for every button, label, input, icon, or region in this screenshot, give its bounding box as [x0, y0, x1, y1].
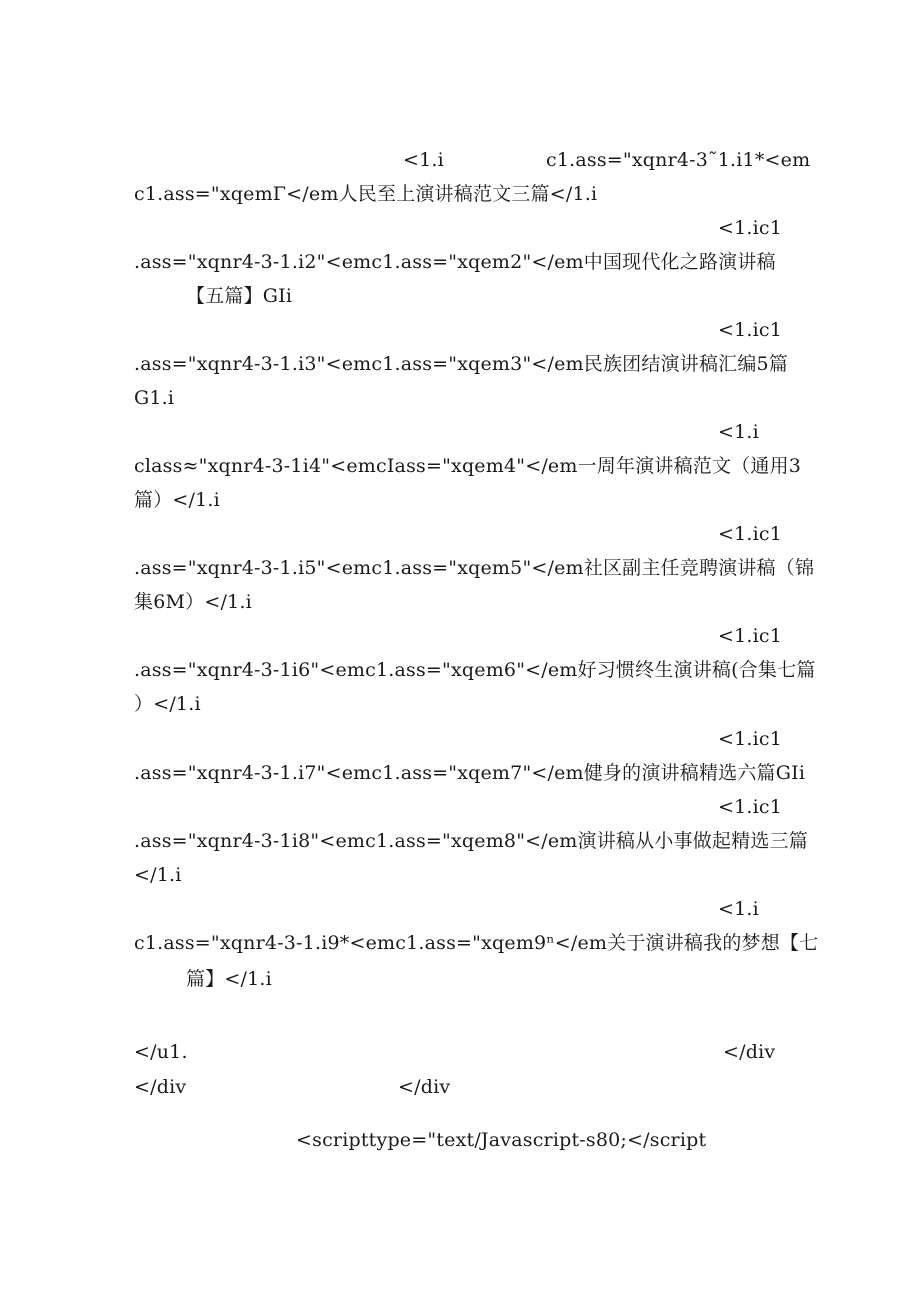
text-line: 集6M）</1.i: [134, 591, 252, 613]
text-line: <1.ic1: [718, 217, 783, 239]
text-line: .ass="xqnr4-3-1.i2"<emc1.ass="xqem2"</em中国现代化之路演讲稿: [134, 251, 776, 273]
text-line: .ass="xqnr4-3-1.i5"<emc1.ass="xqem5"</em社区副主任竞聘演讲稿（锦: [134, 557, 815, 579]
text-line: class≈"xqnr4-3-1i4"<emcIass="xqem4"</em一周年演讲稿范文（通用3: [134, 455, 802, 477]
text-line: c1.ass="xqemΓ</em人民至上演讲稿范文三篇</1.i: [134, 183, 598, 205]
text-line: <1.i: [718, 898, 759, 920]
text-line: .ass="xqnr4-3-1i8"<emc1.ass="xqem8"</em演讲稿从小事做起精选三篇: [134, 830, 808, 852]
text-line: </div: [398, 1076, 451, 1098]
text-line: </div: [134, 1076, 187, 1098]
text-line: </div: [723, 1041, 776, 1063]
text-line: <1.ic1: [718, 319, 783, 341]
text-line: .ass="xqnr4-3-1.i3"<emc1.ass="xqem3"</em民族团结演讲稿汇编5篇: [134, 353, 789, 375]
text-line: 【五篇】GIi: [186, 285, 293, 307]
text-line: <1.i: [403, 149, 444, 171]
text-line: <1.i: [718, 421, 759, 443]
text-line: c1.ass="xqnr4-3-1.i9*<emc1.ass="xqem9ⁿ</em关于演讲稿我的梦想【七: [134, 932, 819, 954]
text-line: .ass="xqnr4-3-1.i7"<emc1.ass="xqem7"</em健身的演讲稿精选六篇GIi: [134, 762, 806, 784]
text-line: <1.ic1: [718, 796, 783, 818]
text-line: </1.i: [134, 864, 182, 886]
text-line: .ass="xqnr4-3-1i6"<emc1.ass="xqem6"</em好习惯终生演讲稿(合集七篇: [134, 659, 816, 681]
text-line: G1.i: [134, 387, 175, 409]
text-line: ）</1.i: [134, 693, 201, 715]
text-line: <1.ic1: [718, 728, 783, 750]
text-line: 篇）</1.i: [134, 489, 220, 511]
text-line: c1.ass="xqnr4-3˜1.i1*<em: [546, 149, 811, 171]
text-line: <scripttype="text/Javascript-s80;</script: [296, 1129, 707, 1151]
text-line: 篇】</1.i: [186, 968, 272, 990]
text-line: <1.ic1: [718, 523, 783, 545]
text-line: </u1.: [134, 1041, 188, 1063]
text-line: <1.ic1: [718, 625, 783, 647]
